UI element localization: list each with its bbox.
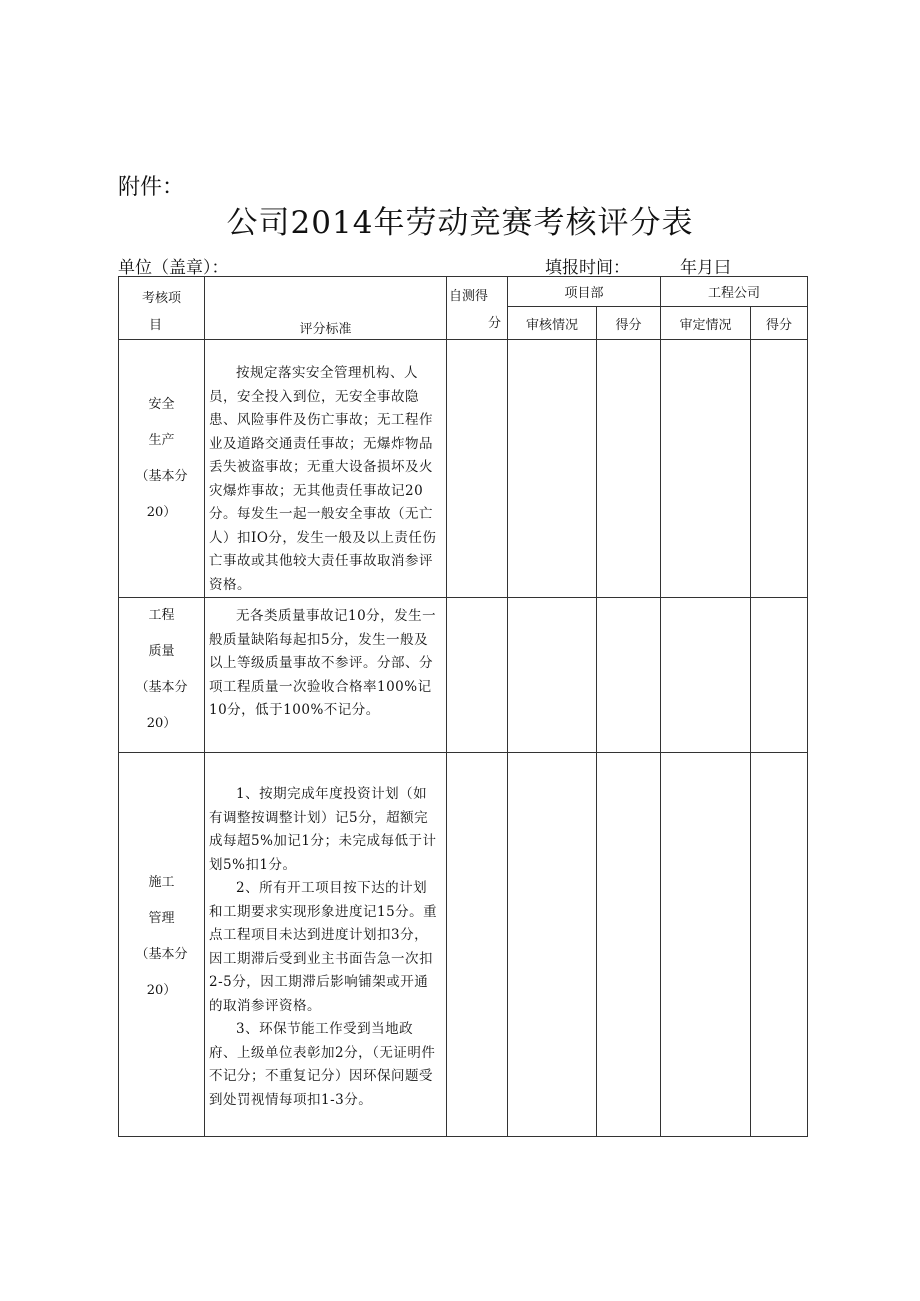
header-score-company: 得分 (751, 307, 808, 340)
header-project-dept: 项目部 (508, 277, 661, 307)
review-status-cell[interactable] (508, 598, 597, 753)
category-line: 质量 (148, 644, 175, 659)
header-criteria-label: 评分标准 (299, 322, 352, 337)
header-self-score (447, 277, 508, 340)
header-item (119, 277, 205, 340)
header-criteria (205, 277, 447, 340)
approval-status-cell[interactable] (661, 598, 751, 753)
review-status-cell[interactable] (508, 753, 597, 1137)
header-engineering-company: 工程公司 (661, 277, 808, 307)
criteria-cell (205, 753, 447, 1137)
category-line: 管理 (148, 911, 175, 926)
self-score-cell[interactable] (447, 598, 508, 753)
project-score-cell[interactable] (597, 340, 661, 598)
header-score-project: 得分 (597, 307, 661, 340)
project-score-cell[interactable] (597, 598, 661, 753)
header-self-line1: 自测得 (449, 289, 489, 304)
company-score-cell[interactable] (751, 753, 808, 1137)
criteria-cell (205, 340, 447, 598)
unit-label: 单位（盖章）： (118, 258, 229, 278)
header-item-line1: 考核项 (141, 291, 181, 306)
category-line: （基本分 (135, 680, 188, 695)
header-row-1 (119, 277, 808, 307)
page-title: 公司2014年劳动竞赛考核评分表 (226, 205, 694, 241)
company-score-cell[interactable] (751, 340, 808, 598)
criteria-text: 1、按期完成年度投资计划（如有调整按调整计划）记5分，超额完成每超5%加记1分；未完成每低于计划5%扣1分。 (209, 786, 437, 873)
project-score-cell[interactable] (597, 753, 661, 1137)
header-item-line2: 目 (149, 318, 163, 333)
category-cell (119, 753, 205, 1137)
self-score-cell[interactable] (447, 340, 508, 598)
company-score-cell[interactable] (751, 598, 808, 753)
attachment-label: 附件： (118, 175, 185, 200)
approval-status-cell[interactable] (661, 753, 751, 1137)
category-line: 20） (146, 716, 177, 731)
category-line: （基本分 (135, 469, 188, 484)
category-cell (119, 340, 205, 598)
approval-status-cell[interactable] (661, 340, 751, 598)
fill-time-label: 填报时间： (545, 258, 630, 278)
category-line: 工程 (148, 608, 175, 623)
criteria-text: 3、环保节能工作受到当地政府、上级单位表彰加2分，（无证明件不记分；不重复记分）因环保问题受到处罚视情每项扣1-3分。 (209, 1021, 436, 1108)
scoring-table (118, 276, 808, 1137)
header-review-status: 审核情况 (508, 307, 597, 340)
category-line: 生产 (148, 433, 175, 448)
review-status-cell[interactable] (508, 340, 597, 598)
criteria-text: 2、所有开工项目按下达的计划和工期要求实现形象进度记15分。重点工程项目未达到进度计划扣3分，因工期滞后受到业主书面告急一次扣2-5分，因工期滞后影响铺架或开通的取消参评资格。 (209, 880, 438, 1014)
date-label: 年月曰 (680, 258, 731, 278)
category-line: 安全 (148, 397, 175, 412)
self-score-cell[interactable] (447, 753, 508, 1137)
criteria-text: 无各类质量事故记10分，发生一般质量缺陷每起扣5分，发生一般及以上等级质量事故不参评。分部、分项工程质量一次验收合格率100%记10分，低于100%不记分。 (209, 608, 437, 718)
category-line: 20） (146, 505, 177, 520)
header-self-line2: 分 (487, 316, 501, 331)
table-row (119, 340, 808, 598)
table-row (119, 753, 808, 1137)
table-row (119, 598, 808, 753)
criteria-cell (205, 598, 447, 753)
category-line: （基本分 (135, 947, 188, 962)
category-line: 施工 (148, 875, 175, 890)
category-cell (119, 598, 205, 753)
category-line: 20） (146, 983, 177, 998)
header-approval-status: 审定情况 (661, 307, 751, 340)
criteria-text: 按规定落实安全管理机构、人员，安全投入到位，无安全事故隐患、风险事件及伤亡事故；无工程作业及道路交通责任事故；无爆炸物品丢失被盗事故；无重大设备损坏及火灾爆炸事故；无其他责任事故记20分。每发生一起一般安全事故（无亡人）扣IO分，发生一般及以上责任伤亡事故或其他较大责任事故取消参评资格。 (209, 365, 437, 593)
